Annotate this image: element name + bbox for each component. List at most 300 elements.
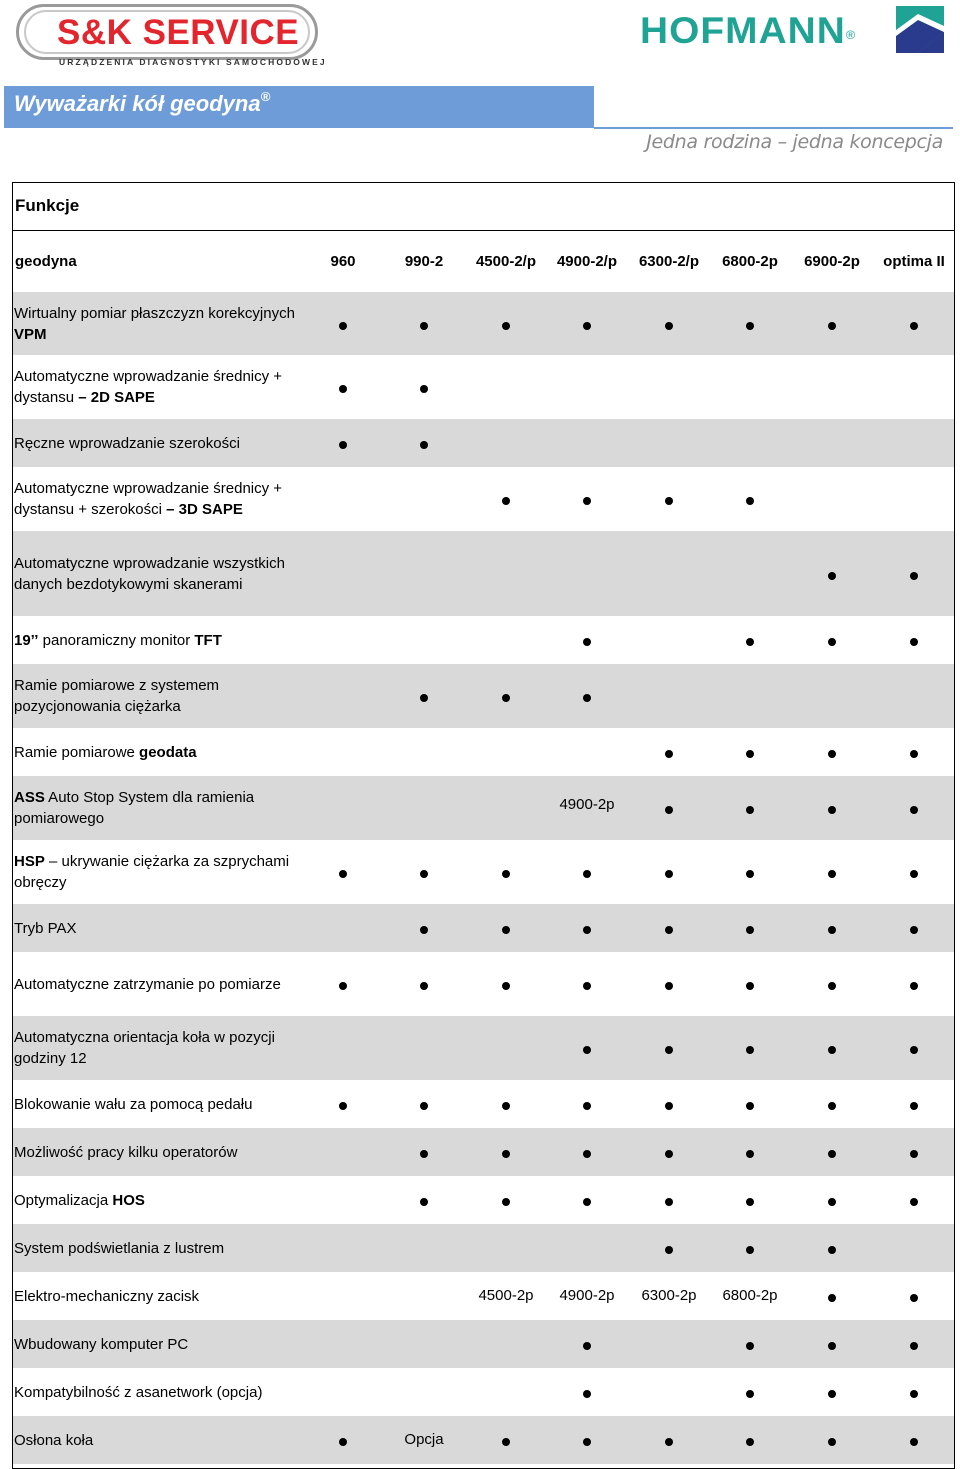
bullet-icon — [583, 1342, 591, 1350]
feature-dot — [792, 1224, 872, 1272]
feature-dot — [629, 1224, 709, 1272]
bullet-icon — [502, 926, 510, 934]
feature-dot — [792, 1272, 872, 1320]
bullet-icon — [420, 322, 428, 330]
hofmann-reg-mark: ® — [845, 28, 857, 42]
bullet-icon — [583, 926, 591, 934]
feature-dot — [547, 952, 627, 1016]
feature-dot — [384, 904, 464, 952]
feature-dot — [303, 1080, 383, 1128]
feature-label-text — [14, 1430, 93, 1451]
feature-label-text — [14, 1382, 262, 1403]
feature-label-part: Automatyczne wprowadzanie średnicy + dystansu — [14, 368, 283, 406]
feature-dot — [466, 1080, 546, 1128]
bullet-icon — [828, 1102, 836, 1110]
feature-dot — [792, 1176, 872, 1224]
feature-dot — [384, 419, 464, 467]
bullet-icon — [665, 750, 673, 758]
feature-dot — [629, 840, 709, 904]
feature-label-part: Możliwość pracy kilku operatorów — [14, 1143, 238, 1161]
title-band — [4, 86, 594, 128]
feature-dot — [547, 1176, 627, 1224]
feature-dot — [874, 1368, 954, 1416]
table-row — [13, 952, 954, 1016]
table-row — [13, 355, 954, 419]
feature-dot — [874, 1080, 954, 1128]
feature-dot — [710, 840, 790, 904]
bullet-icon — [828, 1390, 836, 1398]
feature-label-text — [14, 553, 314, 595]
bullet-icon — [910, 1294, 918, 1302]
bullet-icon — [339, 870, 347, 878]
feature-dot — [710, 1416, 790, 1464]
bullet-icon — [746, 497, 754, 505]
feature-label-part: Automatyczne wprowadzanie średnicy + dystansu + szerokości — [14, 480, 283, 518]
feature-label — [14, 292, 314, 355]
feature-note: 4500-2p — [478, 1286, 534, 1304]
bullet-icon — [665, 926, 673, 934]
feature-label — [14, 904, 314, 952]
feature-dot — [384, 1128, 464, 1176]
feature-label-text — [14, 1190, 145, 1211]
feature-label-part: – 3D SAPE — [166, 501, 243, 518]
feature-dot — [629, 1080, 709, 1128]
feature-dot — [547, 1416, 627, 1464]
feature-label — [14, 1080, 314, 1128]
feature-dot — [792, 776, 872, 840]
bullet-icon — [665, 497, 673, 505]
feature-label — [14, 1224, 314, 1272]
feature-dot — [629, 776, 709, 840]
feature-dot — [792, 952, 872, 1016]
bullet-icon — [910, 926, 918, 934]
feature-dot — [792, 1368, 872, 1416]
feature-dot — [629, 952, 709, 1016]
feature-note: 4900-2p — [559, 795, 615, 813]
feature-dot — [710, 1128, 790, 1176]
feature-label-text — [14, 918, 77, 939]
table-row — [13, 728, 954, 776]
bullet-icon — [665, 870, 673, 878]
feature-label-text — [14, 478, 314, 520]
feature-label — [14, 664, 314, 728]
feature-dot — [792, 1016, 872, 1080]
feature-dot — [629, 292, 709, 355]
feature-dot — [874, 292, 954, 355]
bullet-icon — [583, 638, 591, 646]
sk-service-logo — [16, 4, 327, 67]
bullet-icon — [420, 385, 428, 393]
table-caption-text: Funkcje — [15, 196, 80, 215]
bullet-icon — [420, 982, 428, 990]
feature-note: 6300-2p — [641, 1286, 697, 1304]
bullet-icon — [502, 870, 510, 878]
table-caption — [13, 183, 954, 231]
bullet-icon — [828, 1342, 836, 1350]
bullet-icon — [828, 926, 836, 934]
feature-dot — [547, 1128, 627, 1176]
feature-dot — [792, 531, 872, 616]
bullet-icon — [583, 1046, 591, 1054]
table-row — [13, 292, 954, 355]
table-row — [13, 1176, 954, 1224]
bullet-icon — [828, 1150, 836, 1158]
feature-label — [14, 355, 314, 419]
feature-label-text — [14, 1142, 237, 1163]
feature-dot — [547, 664, 627, 728]
feature-label-part: geodata — [139, 743, 197, 761]
hofmann-logo-wordmark — [640, 11, 856, 51]
feature-label-text — [14, 1286, 199, 1307]
feature-dot — [874, 904, 954, 952]
bullet-icon — [746, 1390, 754, 1398]
feature-dot — [547, 1080, 627, 1128]
table-row — [13, 776, 954, 840]
feature-dot — [792, 616, 872, 664]
bullet-icon — [339, 1438, 347, 1446]
feature-dot — [792, 1416, 872, 1464]
feature-label — [14, 1128, 314, 1176]
bullet-icon — [583, 982, 591, 990]
feature-dot — [710, 776, 790, 840]
table-row — [13, 616, 954, 664]
feature-note: 4900-2p — [559, 1286, 615, 1304]
bullet-icon — [420, 870, 428, 878]
hofmann-logo-icon — [896, 6, 944, 53]
feature-dot — [384, 1176, 464, 1224]
feature-dot — [792, 904, 872, 952]
bullet-icon — [339, 322, 347, 330]
feature-label-part: TFT — [194, 631, 222, 649]
feature-dot — [710, 1320, 790, 1368]
table-row — [13, 664, 954, 728]
feature-dot — [710, 467, 790, 531]
feature-dot — [710, 1176, 790, 1224]
feature-label — [14, 952, 314, 1016]
feature-label-text — [14, 303, 314, 345]
feature-dot — [466, 904, 546, 952]
feature-dot — [303, 355, 383, 419]
feature-label-text — [14, 787, 314, 829]
bullet-icon — [746, 322, 754, 330]
feature-dot — [874, 1176, 954, 1224]
feature-label-part: – ukrywanie ciężarka za szprychami obręczy — [14, 853, 290, 891]
bullet-icon — [420, 926, 428, 934]
feature-label-part: 19’’ — [14, 631, 39, 649]
bullet-icon — [746, 1342, 754, 1350]
bullet-icon — [828, 572, 836, 580]
bullet-icon — [583, 497, 591, 505]
feature-label — [14, 840, 314, 904]
feature-dot — [547, 1016, 627, 1080]
column-header: 990-2 — [404, 253, 444, 270]
table-row — [13, 1128, 954, 1176]
feature-label-part: Ramie pomiarowe z systemem pozycjonowania ciężarka — [14, 677, 220, 715]
feature-dot — [792, 840, 872, 904]
feature-dot — [629, 1416, 709, 1464]
feature-label-part: HOS — [112, 1191, 145, 1209]
bullet-icon — [828, 1294, 836, 1302]
feature-label-text — [14, 974, 281, 995]
bullet-icon — [828, 638, 836, 646]
feature-dot — [874, 1272, 954, 1320]
table-row — [13, 904, 954, 952]
feature-label-text — [14, 675, 314, 717]
feature-label-part: HSP — [14, 853, 45, 870]
bullet-icon — [746, 1046, 754, 1054]
bullet-icon — [339, 441, 347, 449]
feature-dot — [384, 840, 464, 904]
feature-label — [14, 776, 314, 840]
bullet-icon — [910, 1150, 918, 1158]
feature-label — [14, 1416, 314, 1464]
bullet-icon — [665, 1046, 673, 1054]
feature-dot — [547, 904, 627, 952]
bullet-icon — [746, 1246, 754, 1254]
bullet-icon — [746, 1198, 754, 1206]
table-row — [13, 467, 954, 531]
feature-dot — [466, 1416, 546, 1464]
table-row — [13, 1016, 954, 1080]
feature-dot — [466, 1128, 546, 1176]
feature-dot — [466, 292, 546, 355]
bullet-icon — [583, 1150, 591, 1158]
bullet-icon — [665, 1246, 673, 1254]
bullet-icon — [828, 750, 836, 758]
feature-dot — [629, 1016, 709, 1080]
feature-dot — [792, 1320, 872, 1368]
feature-dot — [710, 1080, 790, 1128]
column-header: 6800-2p — [722, 253, 778, 270]
feature-label-part: Tryb PAX — [14, 919, 77, 937]
feature-label-text — [14, 1027, 314, 1069]
feature-dot — [629, 1176, 709, 1224]
feature-dot — [303, 952, 383, 1016]
feature-dot — [629, 1128, 709, 1176]
table-row — [13, 1368, 954, 1416]
bullet-icon — [910, 806, 918, 814]
bullet-icon — [910, 1342, 918, 1350]
feature-dot — [710, 728, 790, 776]
bullet-icon — [910, 572, 918, 580]
feature-dot — [874, 840, 954, 904]
feature-dot — [384, 664, 464, 728]
bullet-icon — [828, 322, 836, 330]
feature-label-text — [14, 1094, 252, 1115]
feature-dot — [547, 616, 627, 664]
bullet-icon — [502, 497, 510, 505]
bullet-icon — [502, 982, 510, 990]
feature-dot — [384, 952, 464, 1016]
feature-label-part: Blokowanie wału za pomocą pedału — [14, 1095, 253, 1113]
bullet-icon — [828, 806, 836, 814]
feature-dot — [466, 467, 546, 531]
feature-label-part: Wbudowany komputer PC — [14, 1335, 189, 1353]
feature-note: 6800-2p — [722, 1286, 778, 1304]
bullet-icon — [420, 441, 428, 449]
feature-dot — [303, 292, 383, 355]
bullet-icon — [910, 870, 918, 878]
feature-dot — [547, 292, 627, 355]
feature-label — [14, 616, 314, 664]
feature-label — [14, 1368, 314, 1416]
feature-label-part: Ramie pomiarowe — [14, 743, 140, 761]
feature-dot — [792, 1128, 872, 1176]
feature-dot — [710, 1368, 790, 1416]
bullet-icon — [828, 1246, 836, 1254]
feature-dot — [547, 1320, 627, 1368]
feature-label-part: Kompatybilność z asanetwork (opcja) — [14, 1383, 263, 1401]
feature-label — [14, 531, 314, 616]
feature-label-part: Optymalizacja — [14, 1191, 113, 1209]
page-title — [14, 91, 270, 117]
feature-dot — [384, 355, 464, 419]
title-underline — [594, 127, 953, 129]
feature-label-part: Automatyczne wprowadzanie wszystkich danych bezdotykowymi skanerami — [14, 554, 285, 593]
feature-dot — [629, 467, 709, 531]
bullet-icon — [583, 322, 591, 330]
feature-dot — [874, 531, 954, 616]
table-row — [13, 1080, 954, 1128]
bullet-icon — [828, 1198, 836, 1206]
feature-label-text — [14, 630, 222, 651]
table-row — [13, 531, 954, 616]
bullet-icon — [665, 982, 673, 990]
bullet-icon — [339, 982, 347, 990]
feature-dot — [466, 1176, 546, 1224]
feature-dot — [874, 1128, 954, 1176]
feature-dot — [303, 1416, 383, 1464]
bullet-icon — [910, 1046, 918, 1054]
bullet-icon — [746, 926, 754, 934]
bullet-icon — [910, 638, 918, 646]
bullet-icon — [665, 806, 673, 814]
bullet-icon — [420, 1150, 428, 1158]
feature-label-part: – 2D SAPE — [78, 389, 155, 406]
feature-label-text — [14, 851, 314, 893]
feature-dot — [466, 952, 546, 1016]
bullet-icon — [502, 1150, 510, 1158]
bullet-icon — [746, 806, 754, 814]
bullet-icon — [339, 385, 347, 393]
bullet-icon — [665, 1198, 673, 1206]
feature-label-part: Automatyczna orientacja koła w pozycji godziny 12 — [14, 1029, 275, 1067]
bullet-icon — [910, 750, 918, 758]
feature-label-part: Wirtualny pomiar płaszczyzn korekcyjnych — [14, 304, 295, 322]
feature-label-text — [14, 366, 314, 408]
feature-dot — [466, 840, 546, 904]
table-row — [13, 1320, 954, 1368]
feature-label-text — [14, 1334, 188, 1355]
feature-dot — [384, 1080, 464, 1128]
column-header: 6300-2/p — [638, 253, 700, 270]
bullet-icon — [665, 1438, 673, 1446]
bullet-icon — [746, 1438, 754, 1446]
table-header-row — [13, 231, 954, 292]
bullet-icon — [746, 982, 754, 990]
bullet-icon — [828, 1438, 836, 1446]
bullet-icon — [665, 1102, 673, 1110]
bullet-icon — [502, 694, 510, 702]
column-header: 4900-2/p — [556, 253, 618, 270]
feature-label-part: Auto Stop System dla ramienia pomiarowego — [14, 789, 255, 827]
table-row — [13, 840, 954, 904]
bullet-icon — [746, 1102, 754, 1110]
table-row — [13, 1416, 954, 1464]
bullet-icon — [420, 694, 428, 702]
bullet-icon — [746, 750, 754, 758]
hofmann-logo-text: HOFMANN — [640, 10, 846, 51]
header-label: geodyna — [15, 253, 77, 270]
feature-label — [14, 419, 314, 467]
feature-note: Opcja — [404, 1430, 444, 1448]
bullet-icon — [420, 1102, 428, 1110]
title-reg-mark: ® — [260, 89, 271, 104]
feature-dot — [710, 1016, 790, 1080]
bullet-icon — [828, 1046, 836, 1054]
bullet-icon — [910, 1438, 918, 1446]
bullet-icon — [583, 1390, 591, 1398]
feature-label-part: VPM — [14, 325, 47, 343]
feature-dot — [629, 728, 709, 776]
bullet-icon — [583, 1438, 591, 1446]
feature-dot — [792, 728, 872, 776]
bullet-icon — [420, 1198, 428, 1206]
table-row — [13, 1272, 954, 1320]
sk-logo-title: S&K SERVICE — [57, 13, 300, 52]
bullet-icon — [502, 1198, 510, 1206]
feature-label — [14, 1176, 314, 1224]
bullet-icon — [339, 1102, 347, 1110]
bullet-icon — [828, 982, 836, 990]
feature-label-part: Elektro-mechaniczny zacisk — [14, 1287, 200, 1305]
bullet-icon — [583, 1198, 591, 1206]
feature-dot — [303, 840, 383, 904]
bullet-icon — [583, 1102, 591, 1110]
column-header: 4500-2/p — [475, 253, 537, 270]
table-row — [13, 419, 954, 467]
bullet-icon — [746, 870, 754, 878]
column-header: 6900-2p — [804, 253, 860, 270]
feature-dot — [547, 840, 627, 904]
feature-dot — [792, 1080, 872, 1128]
bullet-icon — [828, 870, 836, 878]
feature-label — [14, 728, 314, 776]
bullet-icon — [746, 638, 754, 646]
feature-dot — [547, 1368, 627, 1416]
feature-label-text — [14, 742, 197, 763]
bullet-icon — [665, 1150, 673, 1158]
bullet-icon — [910, 1198, 918, 1206]
feature-dot — [874, 1416, 954, 1464]
feature-dot — [874, 776, 954, 840]
bullet-icon — [665, 322, 673, 330]
feature-dot — [710, 952, 790, 1016]
feature-label — [14, 1272, 314, 1320]
feature-label-part: panoramiczny monitor — [38, 631, 195, 649]
feature-dot — [792, 292, 872, 355]
bullet-icon — [910, 322, 918, 330]
feature-label-part: Osłona koła — [14, 1431, 94, 1449]
feature-dot — [874, 952, 954, 1016]
feature-dot — [384, 292, 464, 355]
page-title-text: Wyważarki kół geodyna — [14, 91, 261, 116]
page-subtitle: Jedna rodzina – jedna koncepcja — [646, 131, 943, 153]
feature-label — [14, 1016, 314, 1080]
column-header: optima II — [883, 253, 945, 270]
feature-label-part: ASS — [14, 789, 45, 806]
bullet-icon — [502, 322, 510, 330]
